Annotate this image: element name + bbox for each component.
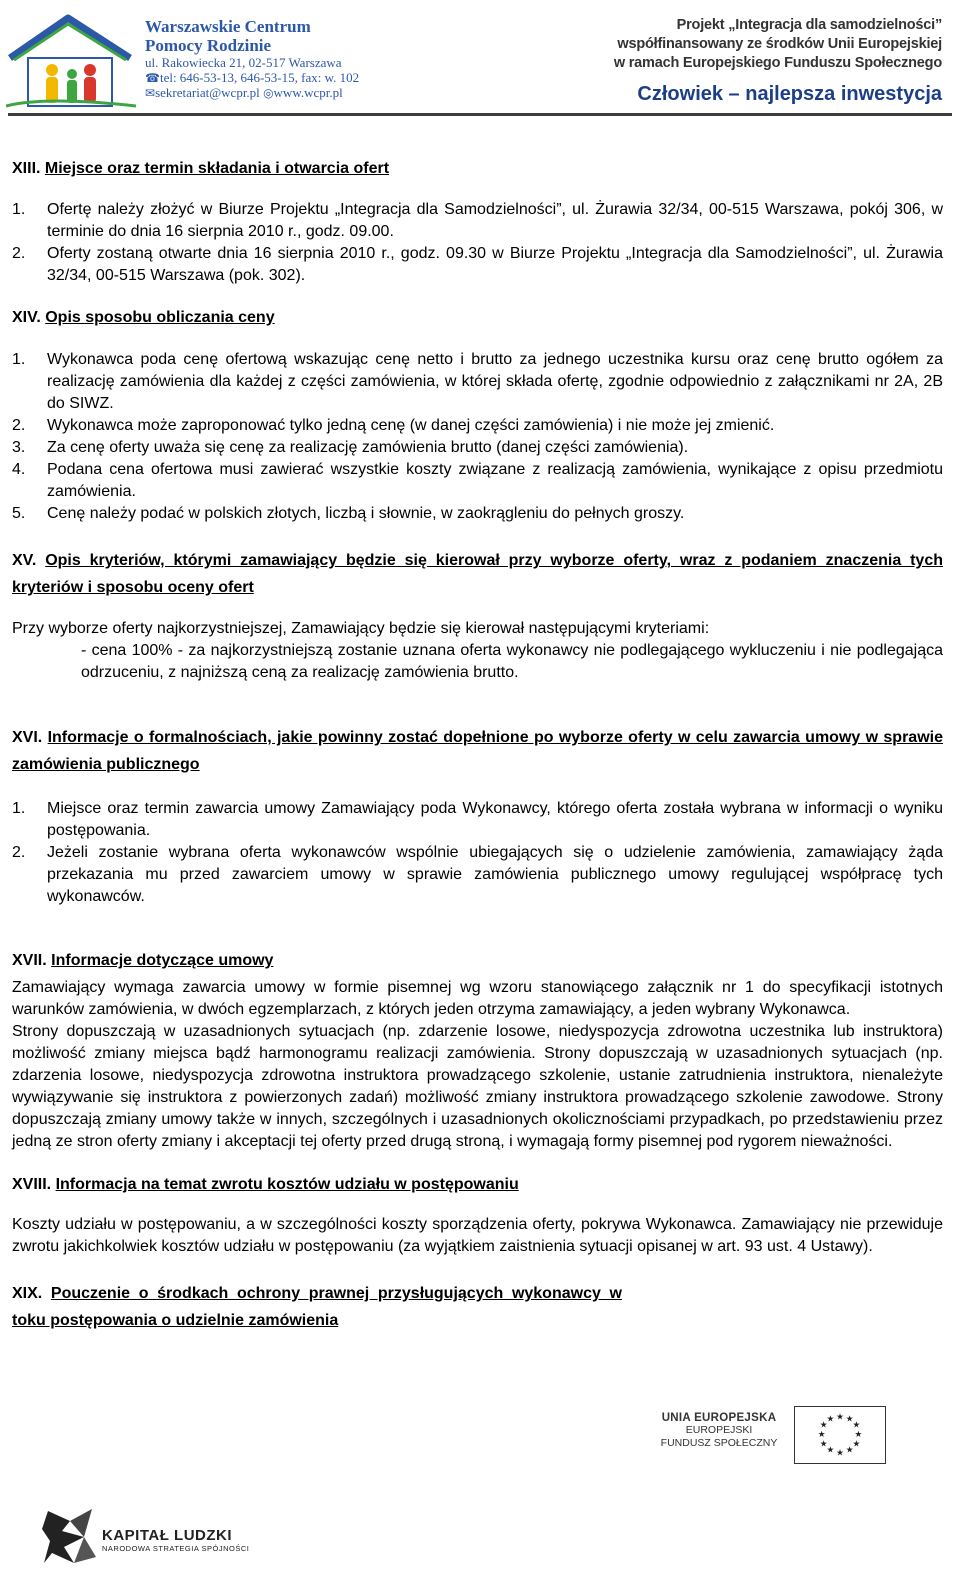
list-item xyxy=(12,199,943,243)
section-number: XV. xyxy=(12,552,37,569)
svg-text:★: ★ xyxy=(852,1420,861,1431)
project-line-2: współfinansowany ze środków Unii Europejskiej xyxy=(617,36,942,52)
section-heading-15 xyxy=(12,547,943,601)
org-name-line-2: Pomocy Rodzinie xyxy=(145,36,272,55)
section-number: XIII. xyxy=(12,160,41,177)
criteria-intro: Przy wyborze oferty najkorzystniejszej, Zamawiający będzie się kierował następującymi kryteriami: xyxy=(12,620,710,637)
mail-icon: ✉ xyxy=(145,86,156,100)
globe-icon: ◎ xyxy=(263,86,274,100)
kapital-ludzki-logo xyxy=(40,1507,260,1567)
section-13-list xyxy=(12,199,943,287)
list-item xyxy=(12,437,943,459)
svg-text:★: ★ xyxy=(854,1429,863,1440)
item-number: 2. xyxy=(12,245,26,262)
letterhead xyxy=(0,0,960,118)
contract-paragraph-1: Zamawiający wymaga zawarcia umowy w formie pisemnej wg wzoru stanowiącego załącznik nr 1 do specyfikacji istotnych warunków zamówienia, w dwóch egzemplarzach, z których jeden otrzyma zamawiający, a jeden wybrany Wykonawca. xyxy=(12,979,943,1018)
svg-text:★: ★ xyxy=(836,1448,844,1459)
org-phone: tel: 646-53-13, 646-53-15, fax: w. 102 xyxy=(159,70,360,85)
item-number: 2. xyxy=(12,844,26,861)
svg-text:★: ★ xyxy=(826,1445,835,1456)
costs-paragraph: Koszty udziału w postępowaniu, a w szczególności koszty sporządzenia oferty, pokrywa Wykonawca. Zamawiający nie przewiduje zwrotu jakichkolwiek kosztów udziału w postępowaniu (za wyjątkiem zaistnienia sytuacji opisanej w art. 93 ust. 4 Ustawy). xyxy=(12,1216,943,1255)
project-line-1: Projekt „Integracja dla samodzielności” xyxy=(676,17,942,33)
section-16-list xyxy=(12,798,943,908)
item-number: 3. xyxy=(12,439,26,456)
item-text: Wykonawca poda cenę ofertową wskazując cenę netto i brutto za jednego uczestnika kursu oraz cenę brutto ogółem za realizację zamówienia dla każdej z części zamówienia, w której składa ofertę, zgodnie odpowiednio z załącznikami nr 2A, 2B do SIWZ. xyxy=(47,351,943,412)
list-item xyxy=(12,842,943,908)
list-item xyxy=(12,798,943,842)
eu-logo-text xyxy=(656,1412,782,1450)
contract-paragraph-2: Strony dopuszczają w uzasadnionych sytuacjach (np. zdarzenie losowe, niedyspozycja zdrowotna uczestnika lub instruktora) możliwość zmiany miejsca bądź harmonogramu realizacji zamówienia. Strony dopuszczają w uzasadnionych sytuacjach (np. zdarzenia losowe, niedyspozycja zdrowotna instruktora prowadzącego szkolenie, ustanie zatrudnienia instruktora, nienależyte wywiązywanie się instruktora z powierzonych zadań) możliwość zmiany instruktora prowadzącego szkolenie zawodowe. Strony dopuszczają zmiany umowy także w innych, szczególnych i uzasadnionych okolicznościami przypadkach, po przedstawieniu przez jedną ze stron oferty zmiany i akceptacji tej oferty przed drugą stroną, i wymagają formy pisemnej pod rygorem nieważności. xyxy=(12,1023,943,1150)
wcpr-house-logo-icon xyxy=(6,10,136,110)
item-text: Jeżeli zostanie wybrana oferta wykonawców wspólnie ubiegających się o udzielenie zamówienia, zamawiający żąda przekazania mu przed zawarciem umowy w sprawie zamówienia publicznego umowy regulującej współpracę tych wykonawców. xyxy=(47,844,943,905)
item-text: Podana cena ofertowa musi zawierać wszystkie koszty związane z realizacją zamówienia, wynikające z opisu przedmiotu zamówienia. xyxy=(47,461,943,500)
org-website: www.wcpr.pl xyxy=(273,85,343,100)
section-title: Pouczenie o środkach ochrony prawnej przysługujących wykonawcy w toku postępowania o udzielnie zamówienia xyxy=(12,1285,622,1329)
section-heading-18 xyxy=(12,1174,943,1196)
list-item xyxy=(12,243,943,287)
org-address: ul. Rakowiecka 21, 02-517 Warszawa xyxy=(145,55,342,70)
list-item xyxy=(12,459,943,503)
svg-text:★: ★ xyxy=(819,1439,828,1450)
item-text: Cenę należy podać w polskich złotych, liczbą i słownie, w zaokrągleniu do pełnych groszy. xyxy=(47,505,685,522)
section-heading-19 xyxy=(12,1280,622,1334)
svg-text:★: ★ xyxy=(817,1429,826,1440)
section-title: Miejsce oraz termin składania i otwarcia ofert xyxy=(44,160,390,177)
item-number: 1. xyxy=(12,800,26,817)
org-email: sekretariat@wcpr.pl xyxy=(155,85,260,100)
svg-text:★: ★ xyxy=(826,1414,835,1425)
section-number: XVII. xyxy=(12,952,47,969)
list-item xyxy=(12,415,943,437)
org-contact-line xyxy=(145,86,359,99)
item-text: Miejsce oraz termin zawarcia umowy Zamawiający poda Wykonawcy, którego oferta została wybrana w informacji o wyniku postępowania. xyxy=(47,800,943,839)
item-number: 5. xyxy=(12,505,26,522)
list-item xyxy=(12,503,943,525)
item-number: 1. xyxy=(12,351,26,368)
criterion-price: - cena 100% - za najkorzystniejszą zostanie uznana oferta wykonawcy nie podlegającego wykluczeniu i nie podlegająca odrzuceniu, z najniższą ceną za realizację zamówienia brutto. xyxy=(81,642,943,681)
item-text: Wykonawca może zaproponować tylko jedną cenę (w danej części zamówienia) i nie może jej zmienić. xyxy=(47,417,775,434)
section-title: Opis kryteriów, którymi zamawiający będzie się kierował przy wyborze oferty, wraz z podaniem znaczenia tych kryteriów i sposobu oceny ofert xyxy=(12,552,943,596)
item-text: Za cenę oferty uważa się cenę za realizację zamówienia brutto (danej części zamówienia). xyxy=(47,439,689,456)
kapital-ludzki-text xyxy=(102,1527,249,1553)
section-title: Informacje dotyczące umowy xyxy=(51,952,274,969)
header-divider xyxy=(8,113,952,116)
svg-text:★: ★ xyxy=(845,1414,854,1425)
item-number: 2. xyxy=(12,417,26,434)
phone-icon: ☎ xyxy=(145,71,160,85)
section-number: XVIII. xyxy=(12,1176,52,1193)
kl-line-1: KAPITAŁ LUDZKI xyxy=(102,1527,233,1544)
kapital-ludzki-emblem-icon xyxy=(40,1507,98,1567)
svg-text:★: ★ xyxy=(836,1412,844,1423)
section-14-list xyxy=(12,349,943,525)
org-name-line-1: Warszawskie Centrum xyxy=(145,17,311,36)
project-info xyxy=(614,16,942,106)
eu-line-1: UNIA EUROPEJSKA xyxy=(661,1412,777,1424)
item-number: 1. xyxy=(12,201,26,218)
section-heading-14 xyxy=(12,307,943,329)
section-heading-16 xyxy=(12,724,943,778)
project-line-3: w ramach Europejskiego Funduszu Społecznego xyxy=(613,55,942,71)
section-title: Informacja na temat zwrotu kosztów udziału w postępowaniu xyxy=(55,1176,519,1193)
eu-line-3: FUNDUSZ SPOŁECZNY xyxy=(660,1437,778,1449)
eu-flag-stars-icon xyxy=(794,1406,886,1464)
section-number: XIX. xyxy=(12,1285,43,1302)
eu-efs-logo xyxy=(656,1406,888,1466)
section-heading-13 xyxy=(12,158,943,180)
kl-line-2: NARODOWA STRATEGIA SPÓJNOŚCI xyxy=(102,1544,250,1553)
organization-info xyxy=(145,18,359,99)
section-title: Opis sposobu obliczania ceny xyxy=(45,309,275,326)
svg-text:★: ★ xyxy=(852,1439,861,1450)
svg-text:★: ★ xyxy=(819,1420,828,1431)
eu-line-2: EUROPEJSKI xyxy=(685,1424,753,1436)
section-number: XVI. xyxy=(12,729,43,746)
item-text: Oferty zostaną otwarte dnia 16 sierpnia 2010 r., godz. 09.30 w Biurze Projektu „Integracja dla Samodzielności”, ul. Żurawia 32/34, 00-515 Warszawa (pok. 302). xyxy=(47,245,943,284)
svg-text:★: ★ xyxy=(845,1445,854,1456)
org-phone-line xyxy=(145,71,359,84)
section-title: Informacje o formalnościach, jakie powinny zostać dopełnione po wyborze oferty w celu zawarcia umowy w sprawie zamówienia publicznego xyxy=(12,729,943,773)
item-text: Ofertę należy złożyć w Biurze Projektu „Integracja dla Samodzielności”, ul. Żurawia 32/34, 00-515 Warszawa, pokój 306, w terminie do dnia 16 sierpnia 2010 r., godz. 09.00. xyxy=(47,201,943,240)
section-number: XIV. xyxy=(12,309,41,326)
document-body xyxy=(12,158,943,1334)
section-heading-17 xyxy=(12,950,943,972)
item-number: 4. xyxy=(12,461,26,478)
project-slogan: Człowiek – najlepsza inwestycja xyxy=(637,83,942,105)
list-item xyxy=(12,349,943,415)
